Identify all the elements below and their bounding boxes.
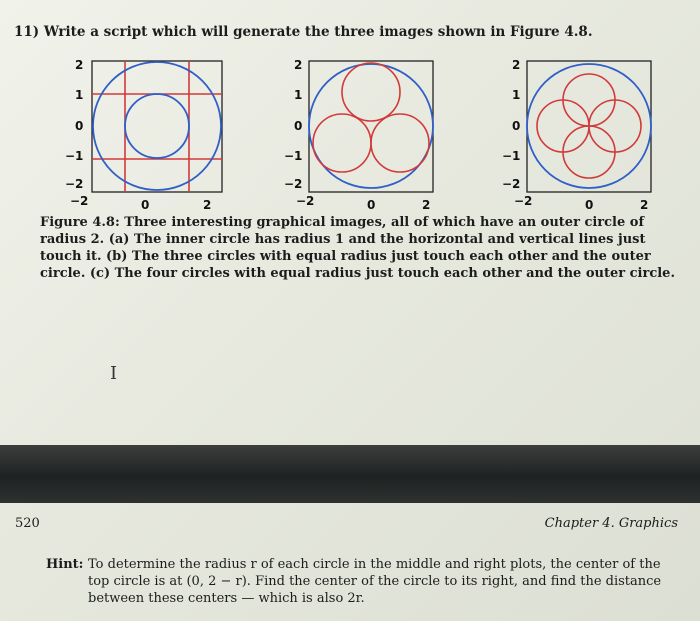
y-tick-m1: −1 <box>65 149 84 163</box>
small-circle-top <box>342 63 400 121</box>
y-tick-1: 1 <box>512 88 521 102</box>
outer-circle <box>309 64 433 188</box>
chapter-running-head: Chapter 4. Graphics <box>544 516 678 531</box>
y-tick-0: 0 <box>512 119 521 133</box>
y-tick-m1: −1 <box>284 149 303 163</box>
y-tick-m1: −1 <box>502 149 521 163</box>
x-tick-m2: −2 <box>296 194 315 208</box>
x-tick-2: 2 <box>203 198 212 212</box>
y-tick-2: 2 <box>512 58 521 72</box>
page-fold-shadow <box>0 445 700 503</box>
y-tick-m2: −2 <box>65 177 84 191</box>
hint-label: Hint: <box>46 557 84 572</box>
outer-circle <box>93 62 221 190</box>
y-tick-2: 2 <box>294 58 303 72</box>
x-tick-0: 0 <box>367 198 376 212</box>
inner-circle <box>125 94 189 158</box>
y-tick-1: 1 <box>294 88 303 102</box>
figure-panel-c <box>490 55 665 220</box>
y-tick-m2: −2 <box>502 177 521 191</box>
x-tick-m2: −2 <box>70 194 89 208</box>
small-circle-right <box>371 114 429 172</box>
text-cursor-icon: I <box>110 363 118 384</box>
x-tick-0: 0 <box>585 198 594 212</box>
figure-caption: Figure 4.8: Three interesting graphical images, all of which have an outer circle of radius 2. (a) The inner circle has radius 1 and the horizontal and vertical lines just touch it. (b) The three circles with equal radius just touch each other and the outer circle. (c) The four circles with equal radius just touch each other and the outer circle. <box>40 215 675 281</box>
small-circle-right <box>589 100 641 152</box>
y-tick-0: 0 <box>75 119 84 133</box>
small-circle-bottom <box>563 126 615 178</box>
y-tick-0: 0 <box>294 119 303 133</box>
y-tick-2: 2 <box>75 58 84 72</box>
figure-panel-a <box>55 55 225 220</box>
x-tick-0: 0 <box>141 198 150 212</box>
y-tick-m2: −2 <box>284 177 303 191</box>
figure-panel-b <box>272 55 442 220</box>
problem-statement: 11) Write a script which will generate the three images shown in Figure 4.8. <box>14 24 593 40</box>
hint-text: To determine the radius r of each circle in the middle and right plots, the center of the top circle is at (0, 2 − r). Find the center of the circle to its right, and find the distance between these centers — which is also 2r. <box>88 557 662 606</box>
hint-block <box>46 556 681 607</box>
x-tick-2: 2 <box>640 198 649 212</box>
page-number: 520 <box>15 516 40 531</box>
x-tick-m2: −2 <box>514 194 533 208</box>
x-tick-2: 2 <box>422 198 431 212</box>
small-circle-left <box>313 114 371 172</box>
small-circle-left <box>537 100 589 152</box>
small-circle-top <box>563 74 615 126</box>
y-tick-1: 1 <box>75 88 84 102</box>
